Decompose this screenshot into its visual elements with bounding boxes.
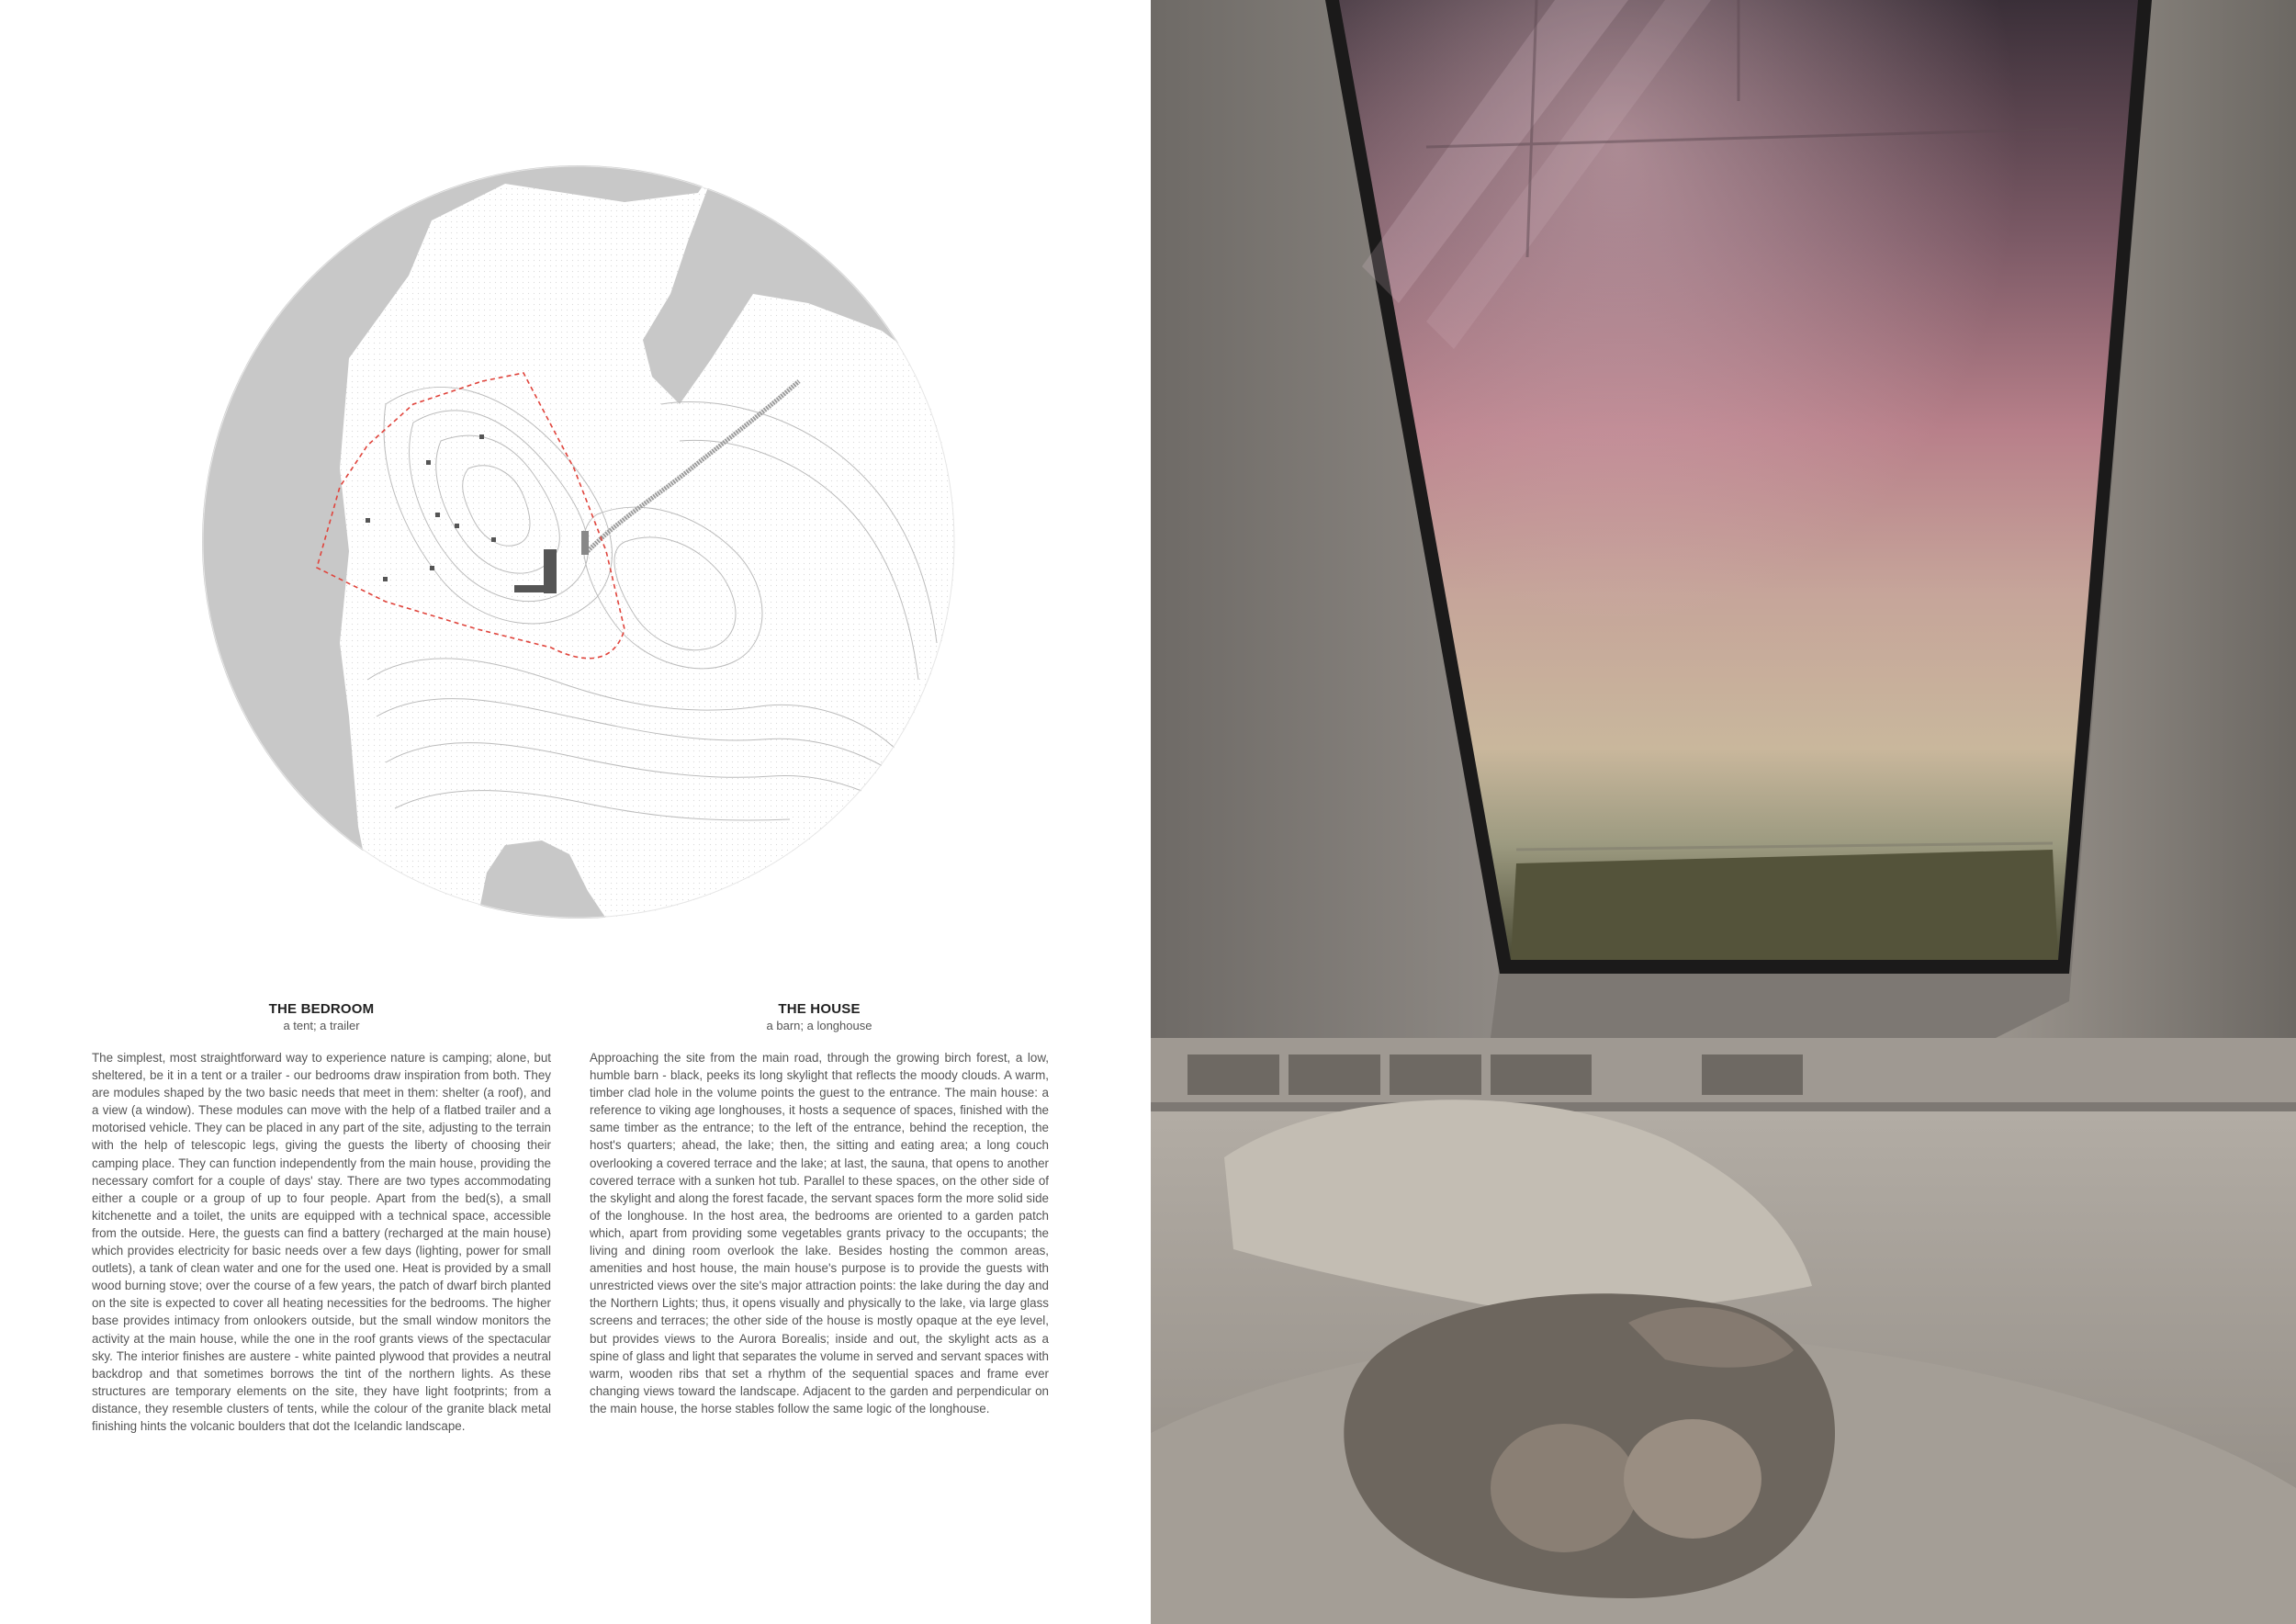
- house-title: THE HOUSE: [778, 1001, 861, 1017]
- bedroom-module: [366, 518, 370, 523]
- bedroom-render: [1151, 0, 2296, 1624]
- house-column: [590, 1001, 1049, 1417]
- bedroom-module: [430, 566, 434, 570]
- interior-render-image: [1151, 0, 2296, 1624]
- parking-structure: [581, 531, 589, 555]
- bedroom-module: [426, 460, 431, 465]
- bedroom-module: [491, 537, 496, 542]
- bedroom-module: [435, 513, 440, 517]
- horizon-field: [1511, 850, 2058, 960]
- stables: [514, 585, 551, 592]
- bedroom-module: [455, 524, 459, 528]
- bedroom-module: [479, 434, 484, 439]
- bedroom-module: [383, 577, 388, 581]
- bedroom-subtitle: a tent; a trailer: [283, 1019, 360, 1032]
- site-plan-map: [202, 165, 955, 919]
- bedroom-body-text: The simplest, most straightforward way to experience nature is camping; alone, but sheltered, be it in a tent or a trailer - our bedrooms draw inspiration from both. They are modules shaped by the two basic needs that meet in them: shelter (a roof), and a view (a window). These modules can move with the help of a flatbed trailer and a motorised vehicle. They can be placed in any part of the site, adjusting to the terrain with the help of telescopic legs, giving the guests the liberty of choosing their camping place. They can function independently from the main house, providing the necessary comfort for a couple of days' stay. There are two types accommodating either a couple or a group of up to four people. Apart from the bed(s), a small kitchenette and a toilet, the units are equipped with a technical space, accessible from the outside. Here, the guests can find a battery (recharged at the main house) which provides electricity for basic needs over a few days (lighting, power for small outlets), a tank of clean water and one for the used one. Heat is provided by a small wood burning stove; over the course of a few years, the patch of dwarf birch planted on the site is expected to cover all heating necessities for the bedrooms. The higher base provides intimacy from onlookers outside, but the small window monitors the activity at the main house, while the one in the roof grants views of the spectacular sky. The interior finishes are austere - white painted plywood that provides a neutral backdrop and that sometimes borrows the tint of the northern lights. As these structures are temporary elements on the site, they have light footprints; from a distance, they resemble clusters of tents, while the colour of the granite black metal finishing hints the volcanic boulders that dot the Icelandic landscape.: [92, 1051, 551, 1433]
- bedroom-title: THE BEDROOM: [268, 1001, 375, 1017]
- house-subtitle: a barn; a longhouse: [766, 1019, 872, 1032]
- bedroom-column: [92, 1001, 551, 1435]
- house-body-text: Approaching the site from the main road, through the growing birch forest, a low, humble barn - black, peeks its long skylight that reflects the moody clouds. A warm, timber clad hole in the volume points the guest to the entrance. The main house: a reference to viking age longhouses, it hosts a sequence of spaces, finished with the same timber as the entrance; to the left of the entrance, behind the reception, the host's quarters; ahead, the lake; then, the sitting and eating area; a long couch overlooking a covered terrace and the lake; at last, the sauna, that opens to another covered terrace with a sunken hot tub. Parallel to these spaces, on the other side of the skylight and along the forest facade, the servant spaces form the more solid side of the longhouse. In the host area, the bedrooms are oriented to a garden patch which, apart from providing some vegetables grants privacy to the occupants; the living and dining room overlook the lake. Besides hosting the common areas, amenities and host house, the main house's purpose is to provide the guests with unrestricted views over the site's major attraction points: the lake during the day and the Northern Lights; thus, it opens visually and physically to the lake, via large glass screens and terraces; the other side of the house is mostly opaque at the eye level, but provides views to the Aurora Borealis; inside and out, the skylight acts as a spine of glass and light that separates the volume in served and servant spaces with warm, wooden ribs that set a rhythm of the sequential spaces and frame ever changing views toward the landscape. Adjacent to the garden and perpendicular on the main house, the horse stables follow the same logic of the longhouse.: [590, 1051, 1049, 1415]
